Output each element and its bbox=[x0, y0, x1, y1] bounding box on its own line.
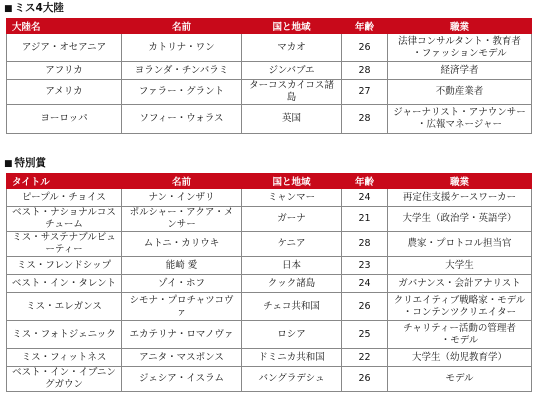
job-line: モデル bbox=[445, 373, 474, 384]
cell-name: カトリナ・ワン bbox=[122, 34, 242, 62]
cell-name: アニタ・マスポンス bbox=[122, 349, 242, 367]
cell-name: シモナ・プロチャツコヴァ bbox=[122, 293, 242, 321]
cell-title: ピープル・チョイス bbox=[7, 189, 122, 207]
job-line: 農家・プロトコル担当官 bbox=[407, 238, 512, 249]
job-line: ・コンテンツクリエイター bbox=[402, 306, 517, 318]
cell-job bbox=[388, 293, 532, 321]
cell-job bbox=[388, 367, 532, 392]
cell-name: ゾイ・ホフ bbox=[122, 275, 242, 293]
cell-name: エカテリナ・ロマノヴァ bbox=[122, 321, 242, 349]
section-title-text: ミス4大陸 bbox=[14, 2, 64, 14]
header-job: 職業 bbox=[388, 174, 532, 189]
table-row bbox=[7, 293, 532, 321]
cell-age: 26 bbox=[342, 34, 388, 62]
job-line: ・ファッションモデル bbox=[412, 47, 507, 59]
cell-continent: ヨーロッパ bbox=[7, 105, 122, 134]
job-line: 大学生 bbox=[445, 259, 474, 271]
cell-title: ミス・フォトジェニック bbox=[7, 321, 122, 349]
cell-job bbox=[388, 207, 532, 232]
job-line: 不動産業者 bbox=[435, 86, 484, 97]
cell-name: ムトニ・カリウキ bbox=[122, 232, 242, 257]
table-row bbox=[7, 257, 532, 275]
cell-job bbox=[388, 34, 532, 62]
cell-title: ベスト・イン・タレント bbox=[7, 275, 122, 293]
table-row bbox=[7, 232, 532, 257]
cell-job bbox=[388, 232, 532, 257]
special-awards-table-body bbox=[7, 189, 532, 392]
section-title-text: 特別賞 bbox=[14, 157, 47, 169]
cell-age: 21 bbox=[342, 207, 388, 232]
table-row bbox=[7, 349, 532, 367]
job-line: ガバナンス・会計アナリスト bbox=[398, 277, 521, 289]
job-line: 大学生（幼児教育学） bbox=[411, 351, 507, 363]
special-awards-table bbox=[6, 173, 532, 392]
header-title: タイトル bbox=[7, 174, 122, 189]
cell-name: ヨランダ・チンバラミ bbox=[122, 62, 242, 80]
cell-country: ケニア bbox=[242, 232, 342, 257]
cell-country: 英国 bbox=[242, 105, 342, 134]
cell-age: 28 bbox=[342, 232, 388, 257]
cell-country: ジンバブエ bbox=[242, 62, 342, 80]
cell-title: ミス・フレンドシップ bbox=[7, 257, 122, 275]
section-marker: ■ bbox=[4, 4, 13, 14]
header-age: 年齢 bbox=[342, 19, 388, 34]
job-line: ・モデル bbox=[440, 334, 479, 346]
cell-job bbox=[388, 105, 532, 134]
cell-age: 28 bbox=[342, 105, 388, 134]
table-row bbox=[7, 62, 532, 80]
cell-age: 28 bbox=[342, 62, 388, 80]
cell-name: ジェシア・イスラム bbox=[122, 367, 242, 392]
cell-job bbox=[388, 275, 532, 293]
table-row bbox=[7, 207, 532, 232]
job-line: ・広報マネージャー bbox=[416, 119, 503, 130]
job-line: 経済学者 bbox=[440, 64, 479, 76]
cell-job bbox=[388, 80, 532, 105]
table-row bbox=[7, 321, 532, 349]
cell-country: バングラデシュ bbox=[242, 367, 342, 392]
cell-name: ポルシャー・アクア・メンサー bbox=[122, 207, 242, 232]
cell-country: クック諸島 bbox=[242, 275, 342, 293]
cell-age: 24 bbox=[342, 189, 388, 207]
header-name: 名前 bbox=[122, 174, 242, 189]
table-row bbox=[7, 189, 532, 207]
cell-continent: アジア・オセアニア bbox=[7, 34, 122, 62]
cell-title: ベスト・ナショナルコスチューム bbox=[7, 207, 122, 232]
section-marker: ■ bbox=[4, 159, 13, 169]
cell-title: ミス・サステナブルビューティー bbox=[7, 232, 122, 257]
header-country: 国と地域 bbox=[242, 174, 342, 189]
header-name: 名前 bbox=[122, 19, 242, 34]
cell-country: ロシア bbox=[242, 321, 342, 349]
cell-name: ナン・インザリ bbox=[122, 189, 242, 207]
table-row bbox=[7, 80, 532, 105]
cell-country: チェコ共和国 bbox=[242, 293, 342, 321]
job-line: 再定住支援ケースワーカー bbox=[402, 191, 517, 203]
cell-age: 27 bbox=[342, 80, 388, 105]
cell-country: ガーナ bbox=[242, 207, 342, 232]
cell-continent: アメリカ bbox=[7, 80, 122, 105]
continents-table bbox=[6, 18, 532, 134]
cell-title: ミス・フィットネス bbox=[7, 349, 122, 367]
cell-title: ベスト・イン・イブニングガウン bbox=[7, 367, 122, 392]
table-row bbox=[7, 105, 532, 134]
cell-age: 25 bbox=[342, 321, 388, 349]
table-row bbox=[7, 367, 532, 392]
cell-age: 26 bbox=[342, 367, 388, 392]
cell-age: 23 bbox=[342, 257, 388, 275]
cell-name: 能崎 愛 bbox=[122, 257, 242, 275]
cell-age: 26 bbox=[342, 293, 388, 321]
cell-country: ドミニカ共和国 bbox=[242, 349, 342, 367]
table-row bbox=[7, 275, 532, 293]
header-country: 国と地域 bbox=[242, 19, 342, 34]
cell-name: ソフィー・ウォラス bbox=[122, 105, 242, 134]
cell-country: ミャンマー bbox=[242, 189, 342, 207]
cell-job bbox=[388, 257, 532, 275]
cell-age: 22 bbox=[342, 349, 388, 367]
job-line: チャリティー活動の管理者 bbox=[403, 322, 516, 334]
job-line: クリエイティブ戦略家・モデル bbox=[393, 294, 526, 306]
cell-job bbox=[388, 349, 532, 367]
cell-name: ファラー・グラント bbox=[122, 80, 242, 105]
job-line: 大学生（政治学・英語学） bbox=[402, 213, 517, 224]
header-continent: 大陸名 bbox=[7, 19, 122, 34]
table-header-row bbox=[7, 174, 532, 189]
continents-table-body bbox=[7, 34, 532, 134]
cell-country: ターコスカイコス諸島 bbox=[242, 80, 342, 105]
job-line: 法律コンサルタント・教育者 bbox=[398, 35, 521, 47]
cell-title: ミス・エレガンス bbox=[7, 293, 122, 321]
cell-age: 24 bbox=[342, 275, 388, 293]
cell-job bbox=[388, 321, 532, 349]
header-job: 職業 bbox=[388, 19, 532, 34]
cell-continent: アフリカ bbox=[7, 62, 122, 80]
table-header-row bbox=[7, 19, 532, 34]
section-title-continents bbox=[4, 2, 64, 15]
section-title-special-awards bbox=[4, 157, 46, 170]
job-line: ジャーナリスト・アナウンサー bbox=[393, 107, 526, 118]
header-age: 年齢 bbox=[342, 174, 388, 189]
cell-country: 日本 bbox=[242, 257, 342, 275]
cell-job bbox=[388, 189, 532, 207]
cell-country: マカオ bbox=[242, 34, 342, 62]
table-row bbox=[7, 34, 532, 62]
cell-job bbox=[388, 62, 532, 80]
